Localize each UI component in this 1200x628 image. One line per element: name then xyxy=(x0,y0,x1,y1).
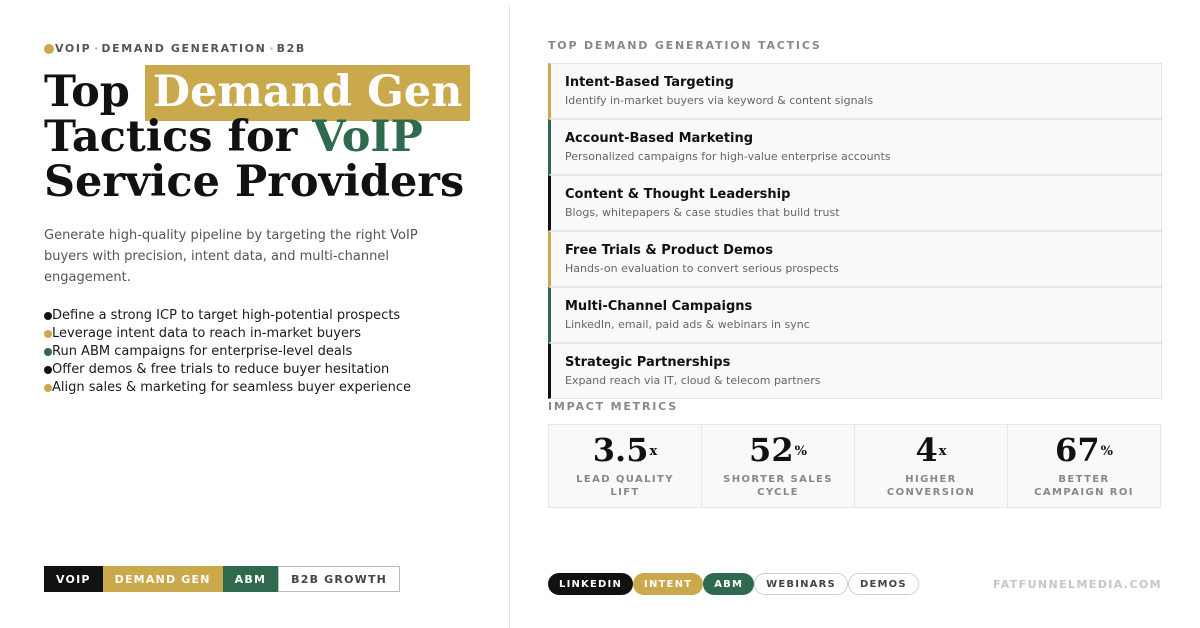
pill-abm[interactable]: ABM xyxy=(703,573,754,595)
pill-webinars[interactable]: WEBINARS xyxy=(754,573,848,595)
column-divider xyxy=(509,6,510,628)
eyebrow-item: VOIP xyxy=(55,42,92,55)
intro-text: Generate high-quality pipeline by targeting the right VoIP buyers with precision, intent data, and multi-channel engagement. xyxy=(44,228,418,285)
bullet-item xyxy=(44,379,411,397)
bullet-item xyxy=(44,307,411,325)
right-panel xyxy=(548,0,1162,628)
channel-pills xyxy=(548,573,919,595)
bullet-list xyxy=(44,307,411,397)
tactic-title: Content & Thought Leadership xyxy=(565,187,791,202)
bullet-text: Define a strong ICP to target high-potential prospects xyxy=(52,308,401,323)
tactic-title: Intent-Based Targeting xyxy=(565,75,734,90)
eyebrow-dot-icon xyxy=(44,44,54,54)
eyebrow-item: B2B xyxy=(276,42,306,55)
pill-demos[interactable]: DEMOS xyxy=(848,573,919,595)
tag-row xyxy=(44,566,400,592)
tactic-description: Blogs, whitepapers & case studies that build trust xyxy=(565,206,840,219)
metric-label: HIGHER CONVERSION xyxy=(886,474,976,498)
metric-card xyxy=(701,424,855,508)
metric-value-wrap xyxy=(1008,431,1160,469)
tactic-description: LinkedIn, email, paid ads & webinars in sync xyxy=(565,318,810,331)
bullet-text: Offer demos & free trials to reduce buyer hesitation xyxy=(52,362,390,377)
eyebrow-separator: · xyxy=(94,42,99,55)
tag-voip[interactable]: VOIP xyxy=(44,566,103,592)
tactic-title: Strategic Partnerships xyxy=(565,355,731,370)
metric-card xyxy=(548,424,702,508)
bullet-dot-icon xyxy=(44,312,52,320)
tactic-description: Identify in-market buyers via keyword & content signals xyxy=(565,94,874,107)
metric-value-wrap xyxy=(855,431,1007,469)
metric-value: 67 xyxy=(1055,431,1100,469)
metric-card xyxy=(1007,424,1161,508)
tactic-card xyxy=(548,231,1162,287)
bullet-item xyxy=(44,325,411,343)
metrics-section-title: IMPACT METRICS xyxy=(548,400,678,413)
metric-label: LEAD QUALITY LIFT xyxy=(576,474,674,498)
headline-part3: Service Providers xyxy=(44,157,465,207)
tactics-list xyxy=(548,63,1162,399)
metric-value-wrap xyxy=(702,431,854,469)
tactic-description: Personalized campaigns for high-value enterprise accounts xyxy=(565,150,891,163)
metric-unit: x xyxy=(938,444,947,459)
headline-part2: Tactics for xyxy=(44,112,313,162)
headline-highlight: Demand Gen xyxy=(145,65,471,121)
tag-b2b-growth[interactable]: B2B GROWTH xyxy=(278,566,400,592)
tag-abm[interactable]: ABM xyxy=(223,566,278,592)
bullet-dot-icon xyxy=(44,384,52,392)
page-title xyxy=(44,67,504,207)
metric-label: BETTER CAMPAIGN ROI xyxy=(1034,474,1134,498)
bullet-item xyxy=(44,361,411,379)
pill-intent[interactable]: INTENT xyxy=(633,573,703,595)
metric-value: 4 xyxy=(915,431,938,469)
tactic-card xyxy=(548,63,1162,119)
tactic-card xyxy=(548,119,1162,175)
metric-value: 52 xyxy=(749,431,794,469)
metric-label: SHORTER SALES CYCLE xyxy=(723,474,833,498)
headline-part1: Top xyxy=(44,67,145,117)
tactics-section-title: TOP DEMAND GENERATION TACTICS xyxy=(548,39,822,52)
eyebrow-item: DEMAND GENERATION xyxy=(101,42,267,55)
tactic-description: Hands-on evaluation to convert serious prospects xyxy=(565,262,839,275)
tactic-card xyxy=(548,175,1162,231)
eyebrow xyxy=(44,42,306,55)
bullet-dot-icon xyxy=(44,348,52,356)
bullet-text: Align sales & marketing for seamless buyer experience xyxy=(52,380,412,395)
tactic-description: Expand reach via IT, cloud & telecom partners xyxy=(565,374,821,387)
metrics-row xyxy=(548,424,1162,508)
tactic-title: Free Trials & Product Demos xyxy=(565,243,773,258)
tactic-title: Account-Based Marketing xyxy=(565,131,754,146)
bullet-text: Run ABM campaigns for enterprise-level deals xyxy=(52,344,353,359)
left-panel xyxy=(0,0,510,628)
bullet-dot-icon xyxy=(44,330,52,338)
metric-value-wrap xyxy=(549,431,701,469)
headline-accent: VoIP xyxy=(312,112,423,162)
tactic-card xyxy=(548,287,1162,343)
eyebrow-separator: · xyxy=(269,42,274,55)
metric-card xyxy=(854,424,1008,508)
tag-demand-gen[interactable]: DEMAND GEN xyxy=(103,566,223,592)
bullet-item xyxy=(44,343,411,361)
bullet-text: Leverage intent data to reach in-market buyers xyxy=(52,326,362,341)
metric-unit: % xyxy=(794,444,807,459)
metric-unit: % xyxy=(1100,444,1113,459)
brand-url[interactable]: FATFUNNELMEDIA.COM xyxy=(993,578,1162,591)
metric-unit: x xyxy=(649,444,658,459)
pill-linkedin[interactable]: LINKEDIN xyxy=(548,573,633,595)
tactic-card xyxy=(548,343,1162,399)
tactic-title: Multi-Channel Campaigns xyxy=(565,299,753,314)
bullet-dot-icon xyxy=(44,366,52,374)
metric-value: 3.5 xyxy=(592,431,649,469)
